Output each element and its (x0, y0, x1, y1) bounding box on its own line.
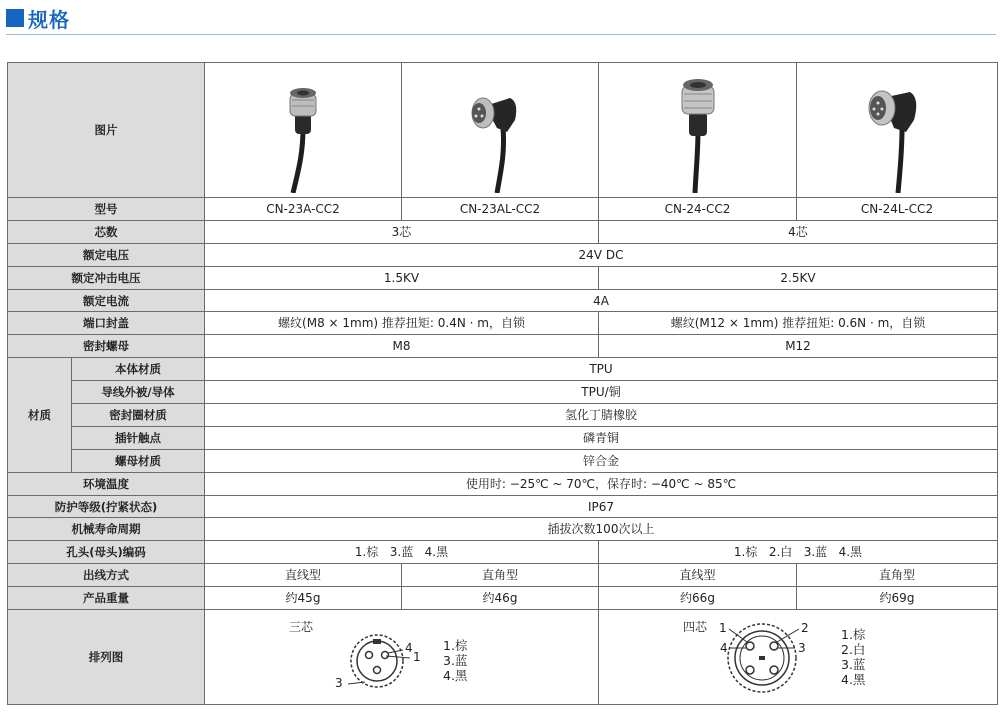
table-row (8, 381, 998, 404)
table-row (8, 198, 998, 221)
section-title: 规格 (28, 7, 70, 32)
value-cell: 插拔次数100次以上 (205, 518, 998, 541)
table-row (8, 426, 998, 449)
table-row (8, 541, 998, 564)
value-cell: 直角型 (402, 564, 599, 587)
value-cell: TPU (205, 358, 998, 381)
table-row (8, 335, 998, 358)
product-image-cn-23a (205, 63, 402, 198)
table-row (8, 220, 998, 243)
table-row (8, 518, 998, 541)
pin-number: 3 (335, 676, 343, 691)
value-cell: 1.棕 3.蓝 4.黑 (205, 541, 599, 564)
label-mech-life: 机械寿命周期 (8, 518, 205, 541)
model-cell: CN-23AL-CC2 (402, 198, 599, 221)
value-cell: 约66g (599, 587, 797, 610)
table-row (8, 266, 998, 289)
label-picture: 图片 (8, 63, 205, 198)
label-pin-contact: 插针触点 (72, 426, 205, 449)
table-row (8, 312, 998, 335)
pin-number: 1 (719, 621, 727, 636)
label-outlet: 出线方式 (8, 564, 205, 587)
value-cell: 使用时: −25℃ ~ 70℃，保存时: −40℃ ~ 85℃ (205, 472, 998, 495)
value-cell: 氢化丁腈橡胶 (205, 404, 998, 427)
value-cell: IP67 (205, 495, 998, 518)
header-square-icon (6, 9, 24, 27)
value-cell: 4A (205, 289, 998, 312)
table-row (8, 289, 998, 312)
label-seal-ring-material: 密封圈材质 (72, 404, 205, 427)
pin-layout-title: 三芯 (289, 620, 314, 635)
model-cell: CN-23A-CC2 (205, 198, 402, 221)
label-seal-nut: 密封螺母 (8, 335, 205, 358)
table-row (8, 587, 998, 610)
label-cores: 芯数 (8, 220, 205, 243)
label-rated-voltage: 额定电压 (8, 243, 205, 266)
value-cell: 1.棕 2.白 3.蓝 4.黑 (599, 541, 998, 564)
value-cell: 直线型 (599, 564, 797, 587)
pin-legend: 1.棕 2.白 3.蓝 4.黑 (841, 627, 866, 688)
value-cell: M12 (599, 335, 998, 358)
pin-legend: 1.棕 3.蓝 4.黑 (443, 638, 468, 684)
spec-table (7, 62, 998, 705)
label-port-cap: 端口封盖 (8, 312, 205, 335)
table-row (8, 243, 998, 266)
value-cell: 约45g (205, 587, 402, 610)
label-ambient-temp: 环境温度 (8, 472, 205, 495)
table-row (8, 610, 998, 705)
value-cell: 直角型 (797, 564, 998, 587)
value-cell: 磷青铜 (205, 426, 998, 449)
pin-number: 2 (801, 621, 809, 636)
label-model: 型号 (8, 198, 205, 221)
value-cell: M8 (205, 335, 599, 358)
pin-layout-title: 四芯 (683, 620, 708, 635)
value-cell: 约69g (797, 587, 998, 610)
value-cell: 2.5KV (599, 266, 998, 289)
pin-number: 4 (720, 641, 728, 656)
model-cell: CN-24L-CC2 (797, 198, 998, 221)
pin-layout-m12 (599, 610, 998, 705)
label-rated-current: 额定电流 (8, 289, 205, 312)
label-weight: 产品重量 (8, 587, 205, 610)
product-image-cn-24 (599, 63, 797, 198)
pin-layout-m8 (205, 610, 599, 705)
value-cell: TPU/铜 (205, 381, 998, 404)
model-cell: CN-24-CC2 (599, 198, 797, 221)
table-row (8, 495, 998, 518)
table-row (8, 358, 998, 381)
value-cell: 螺纹(M8 × 1mm) 推荐扭矩: 0.4N · m，自锁 (205, 312, 599, 335)
value-cell: 锌合金 (205, 449, 998, 472)
header-divider (6, 34, 996, 35)
product-image-cn-23al (402, 63, 599, 198)
pin-number: 4 (405, 641, 413, 656)
section-header (6, 4, 70, 32)
value-cell: 约46g (402, 587, 599, 610)
value-cell: 直线型 (205, 564, 402, 587)
table-row (8, 564, 998, 587)
m12-connector-face-diagram (599, 610, 998, 704)
table-row (8, 449, 998, 472)
table-row (8, 472, 998, 495)
m8-connector-face-diagram (205, 610, 599, 704)
label-material: 材质 (8, 358, 72, 472)
pin-number: 3 (798, 641, 806, 656)
value-cell: 4芯 (599, 220, 998, 243)
table-row (8, 63, 998, 198)
value-cell: 24V DC (205, 243, 998, 266)
label-cable-sheath: 导线外被/导体 (72, 381, 205, 404)
label-protection: 防护等级(拧紧状态) (8, 495, 205, 518)
label-pin-coding: 孔头(母头)编码 (8, 541, 205, 564)
product-image-cn-24l (797, 63, 998, 198)
value-cell: 螺纹(M12 × 1mm) 推荐扭矩: 0.6N · m，自锁 (599, 312, 998, 335)
label-layout: 排列图 (8, 610, 205, 705)
value-cell: 3芯 (205, 220, 599, 243)
label-body-material: 本体材质 (72, 358, 205, 381)
pin-number: 1 (413, 650, 421, 665)
value-cell: 1.5KV (205, 266, 599, 289)
label-nut-material: 螺母材质 (72, 449, 205, 472)
label-rated-surge-voltage: 额定冲击电压 (8, 266, 205, 289)
table-row (8, 404, 998, 427)
